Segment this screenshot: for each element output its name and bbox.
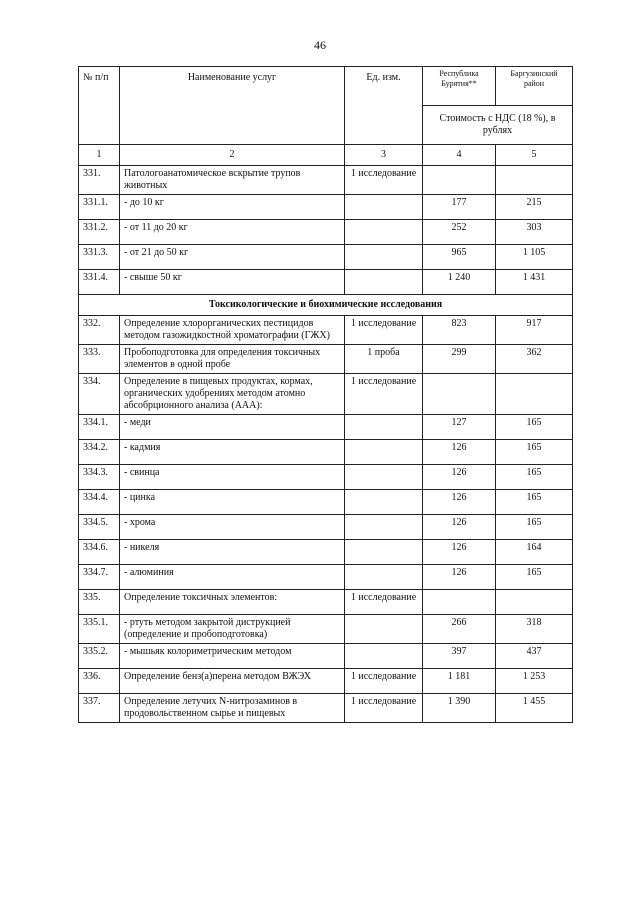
cell-price-buryatia: 126 <box>423 565 496 590</box>
cell-price-buryatia: 266 <box>423 615 496 644</box>
header-price: Стоимость с НДС (18 %), в рублях <box>423 106 573 145</box>
cell-service-name: - алюминия <box>120 565 345 590</box>
header-name: Наименование услуг <box>120 67 345 145</box>
cell-price-buryatia: 397 <box>423 644 496 669</box>
page-number: 46 <box>314 38 326 52</box>
cell-unit <box>345 465 423 490</box>
table-row <box>79 694 573 723</box>
table-row <box>79 515 573 540</box>
table-row <box>79 316 573 345</box>
table-row <box>79 220 573 245</box>
cell-unit <box>345 415 423 440</box>
table-row <box>79 590 573 615</box>
cell-price-barguzin: 303 <box>496 220 573 245</box>
cell-unit <box>345 245 423 270</box>
cell-unit: 1 исследование <box>345 694 423 723</box>
table-row <box>79 669 573 694</box>
cell-number: 333. <box>79 345 120 374</box>
table-row <box>79 565 573 590</box>
cell-service-name: Патологоанатомическое вскрытие трупов животных <box>120 166 345 195</box>
cell-service-name: Пробоподготовка для определения токсичных элементов в одной пробе <box>120 345 345 374</box>
cell-unit <box>345 440 423 465</box>
cell-price-barguzin <box>496 590 573 615</box>
table-row <box>79 490 573 515</box>
section-header <box>79 295 573 316</box>
cell-price-buryatia: 126 <box>423 490 496 515</box>
cell-number: 334.7. <box>79 565 120 590</box>
cell-price-barguzin: 165 <box>496 465 573 490</box>
table-body-part2 <box>79 316 573 723</box>
cell-unit <box>345 615 423 644</box>
table-row <box>79 345 573 374</box>
cell-price-barguzin: 1 105 <box>496 245 573 270</box>
header-region-buryatia: Республика Бурятия** <box>423 67 496 106</box>
cell-service-name: - кадмия <box>120 440 345 465</box>
header-index-row <box>79 145 573 166</box>
table-row <box>79 615 573 644</box>
cell-service-name: - никеля <box>120 540 345 565</box>
cell-service-name: - от 21 до 50 кг <box>120 245 345 270</box>
cell-price-barguzin: 165 <box>496 440 573 465</box>
cell-number: 335.1. <box>79 615 120 644</box>
cell-price-buryatia: 127 <box>423 415 496 440</box>
cell-number: 331.2. <box>79 220 120 245</box>
cell-price-barguzin <box>496 374 573 415</box>
cell-price-barguzin <box>496 166 573 195</box>
cell-number: 334.6. <box>79 540 120 565</box>
cell-number: 334.1. <box>79 415 120 440</box>
cell-price-barguzin: 1 431 <box>496 270 573 295</box>
cell-price-buryatia: 1 390 <box>423 694 496 723</box>
cell-price-buryatia <box>423 166 496 195</box>
section-title: Токсикологические и биохимические исследования <box>79 295 573 316</box>
cell-unit: 1 проба <box>345 345 423 374</box>
cell-number: 331.3. <box>79 245 120 270</box>
cell-service-name: Определение летучих N-нитрозаминов в продовольственном сырье и пищевых <box>120 694 345 723</box>
table-row <box>79 440 573 465</box>
table-row <box>79 465 573 490</box>
cell-number: 334. <box>79 374 120 415</box>
cell-unit: 1 исследование <box>345 374 423 415</box>
cell-price-barguzin: 164 <box>496 540 573 565</box>
cell-service-name: Определение токсичных элементов: <box>120 590 345 615</box>
price-table <box>78 66 573 723</box>
section-row <box>79 295 573 316</box>
table-row <box>79 374 573 415</box>
index-cell: 5 <box>496 145 573 166</box>
cell-unit: 1 исследование <box>345 166 423 195</box>
header-row <box>79 67 573 106</box>
cell-price-buryatia <box>423 374 496 415</box>
cell-unit <box>345 515 423 540</box>
cell-unit: 1 исследование <box>345 316 423 345</box>
cell-service-name: - до 10 кг <box>120 195 345 220</box>
cell-price-buryatia: 1 240 <box>423 270 496 295</box>
index-cell: 4 <box>423 145 496 166</box>
cell-price-buryatia <box>423 590 496 615</box>
cell-service-name: - от 11 до 20 кг <box>120 220 345 245</box>
table-row <box>79 195 573 220</box>
cell-number: 336. <box>79 669 120 694</box>
cell-price-barguzin: 165 <box>496 415 573 440</box>
cell-unit <box>345 490 423 515</box>
cell-service-name: Определение бенз(а)перена методом ВЖЭХ <box>120 669 345 694</box>
cell-price-buryatia: 177 <box>423 195 496 220</box>
table-row <box>79 644 573 669</box>
cell-number: 334.2. <box>79 440 120 465</box>
cell-price-barguzin: 1 253 <box>496 669 573 694</box>
cell-unit <box>345 195 423 220</box>
cell-price-buryatia: 965 <box>423 245 496 270</box>
cell-price-buryatia: 126 <box>423 440 496 465</box>
cell-number: 332. <box>79 316 120 345</box>
table-row <box>79 540 573 565</box>
cell-price-buryatia: 252 <box>423 220 496 245</box>
cell-number: 334.3. <box>79 465 120 490</box>
cell-price-barguzin: 165 <box>496 565 573 590</box>
cell-price-barguzin: 318 <box>496 615 573 644</box>
header-unit: Ед. изм. <box>345 67 423 145</box>
cell-price-buryatia: 126 <box>423 515 496 540</box>
cell-price-barguzin: 165 <box>496 490 573 515</box>
table-body-part1 <box>79 166 573 295</box>
cell-price-barguzin: 917 <box>496 316 573 345</box>
cell-price-buryatia: 1 181 <box>423 669 496 694</box>
cell-unit <box>345 644 423 669</box>
index-cell: 1 <box>79 145 120 166</box>
table-row <box>79 245 573 270</box>
cell-unit: 1 исследование <box>345 590 423 615</box>
cell-service-name: - свинца <box>120 465 345 490</box>
cell-unit <box>345 540 423 565</box>
index-cell: 3 <box>345 145 423 166</box>
cell-number: 331. <box>79 166 120 195</box>
cell-unit <box>345 220 423 245</box>
cell-service-name: Определение в пищевых продуктах, кормах, органических удобрениях методом атомно абсобрционного анализа (ААА): <box>120 374 345 415</box>
cell-price-buryatia: 126 <box>423 540 496 565</box>
index-cell: 2 <box>120 145 345 166</box>
cell-price-buryatia: 299 <box>423 345 496 374</box>
cell-number: 334.5. <box>79 515 120 540</box>
cell-service-name: - хрома <box>120 515 345 540</box>
cell-number: 334.4. <box>79 490 120 515</box>
header-num: № п/п <box>79 67 120 145</box>
cell-price-barguzin: 165 <box>496 515 573 540</box>
cell-price-barguzin: 215 <box>496 195 573 220</box>
table-row <box>79 166 573 195</box>
cell-price-barguzin: 362 <box>496 345 573 374</box>
cell-service-name: - мышьяк колориметрическим методом <box>120 644 345 669</box>
cell-service-name: - свыше 50 кг <box>120 270 345 295</box>
cell-service-name: Определение хлорорганических пестицидов методом газожидкостной хроматографии (ГЖХ) <box>120 316 345 345</box>
cell-number: 335.2. <box>79 644 120 669</box>
cell-price-barguzin: 1 455 <box>496 694 573 723</box>
cell-unit: 1 исследование <box>345 669 423 694</box>
cell-unit <box>345 565 423 590</box>
cell-service-name: - ртуть методом закрытой диструкцией (определение и пробоподготовка) <box>120 615 345 644</box>
cell-service-name: - меди <box>120 415 345 440</box>
table-row <box>79 270 573 295</box>
table-row <box>79 415 573 440</box>
cell-number: 335. <box>79 590 120 615</box>
cell-price-barguzin: 437 <box>496 644 573 669</box>
cell-number: 331.4. <box>79 270 120 295</box>
cell-number: 331.1. <box>79 195 120 220</box>
cell-number: 337. <box>79 694 120 723</box>
header-region-barguzin: Баргузинский район <box>496 67 573 106</box>
cell-price-buryatia: 823 <box>423 316 496 345</box>
cell-service-name: - цинка <box>120 490 345 515</box>
cell-price-buryatia: 126 <box>423 465 496 490</box>
cell-unit <box>345 270 423 295</box>
